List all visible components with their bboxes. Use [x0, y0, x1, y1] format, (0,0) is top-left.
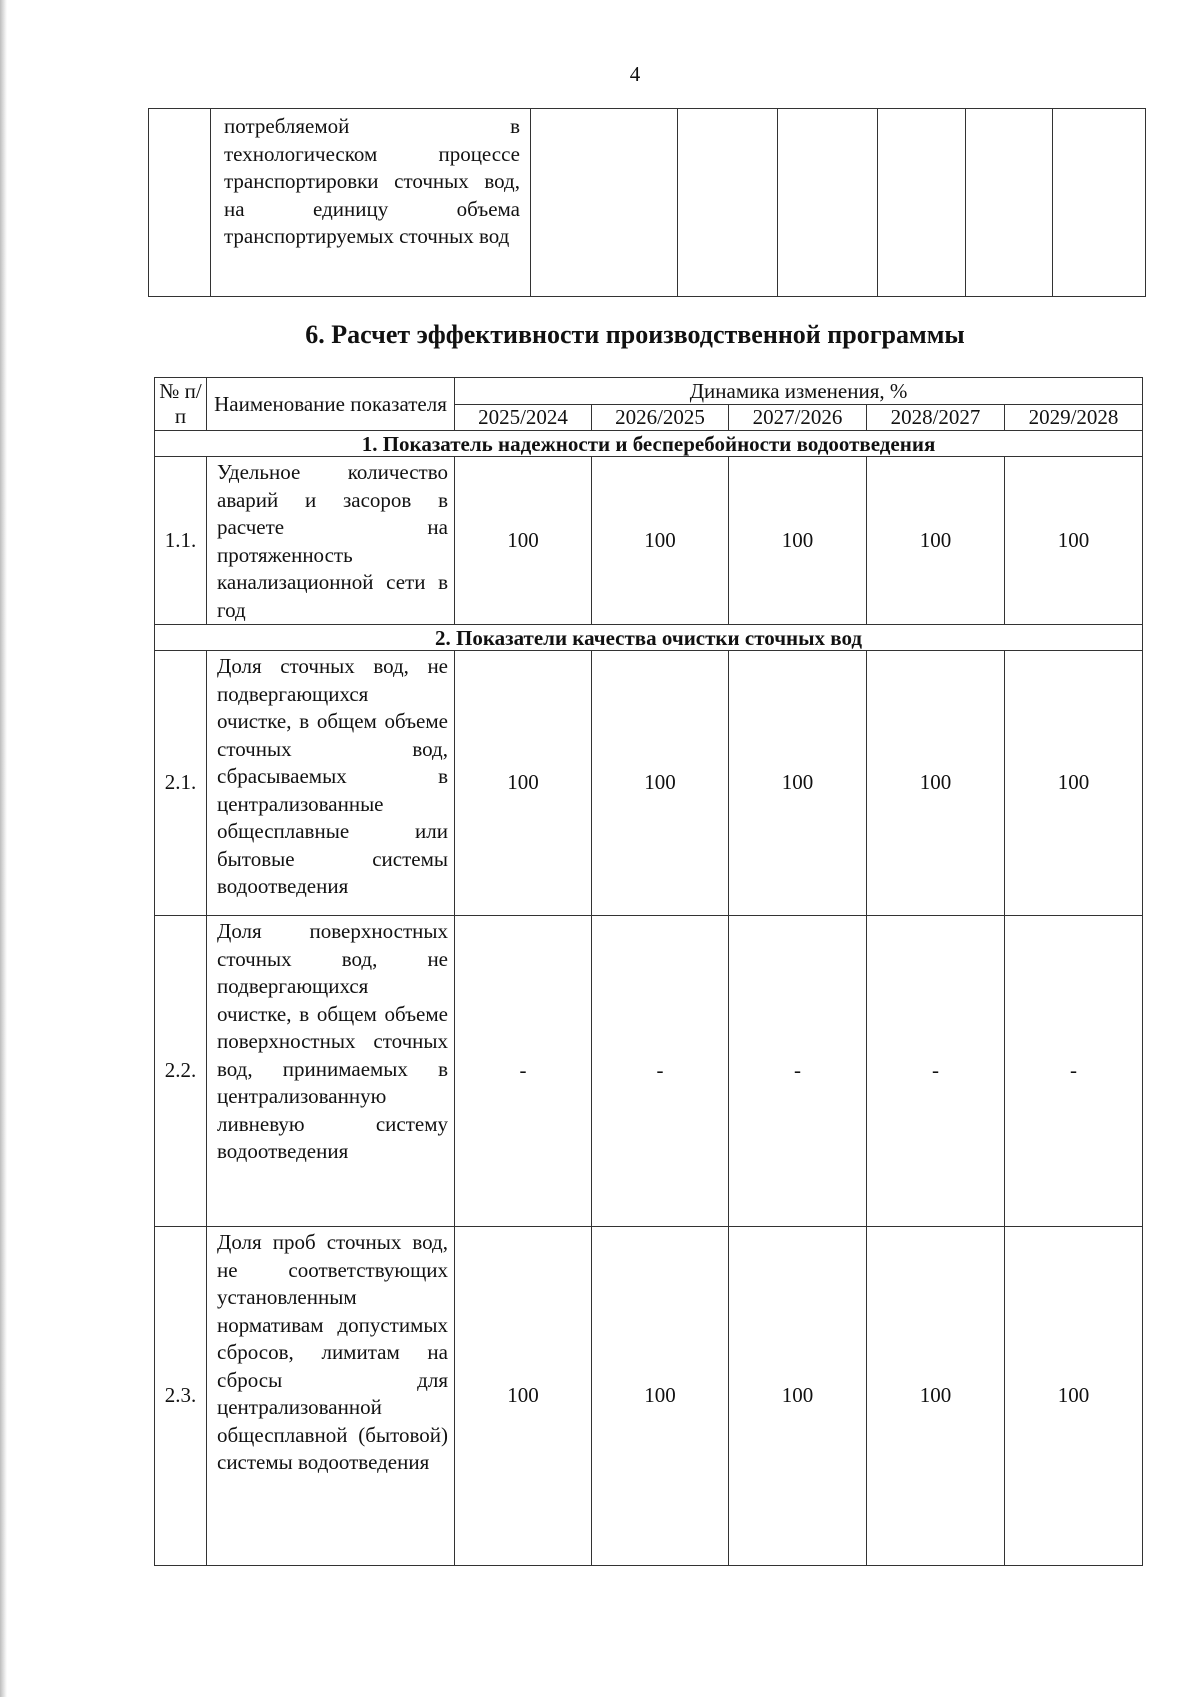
table-row: [155, 651, 1143, 916]
row-number: 1.1.: [155, 457, 207, 625]
value-cell: 100: [1005, 457, 1143, 625]
table-cell: [1053, 109, 1146, 297]
scan-edge-shadow: [0, 0, 7, 1697]
table-cell: [531, 109, 678, 297]
value-cell: -: [592, 916, 729, 1227]
header-year: 2025/2024: [455, 405, 592, 431]
value-cell: 100: [592, 1227, 729, 1566]
section-heading: 1. Показатель надежности и бесперебойности водоотведения: [155, 431, 1143, 457]
page-number: 4: [629, 62, 641, 86]
header-year: 2027/2026: [729, 405, 867, 431]
header-num: № п/п: [155, 378, 207, 431]
table-cell: [678, 109, 778, 297]
table-cell: [149, 109, 211, 297]
value-cell: 100: [729, 457, 867, 625]
table-cell: [966, 109, 1053, 297]
value-cell: -: [1005, 916, 1143, 1227]
table-row: [155, 457, 1143, 625]
table-cell: [778, 109, 878, 297]
value-cell: -: [867, 916, 1005, 1227]
section-row: [155, 431, 1143, 457]
continued-table-fragment: [148, 108, 1146, 297]
header-year: 2028/2027: [867, 405, 1005, 431]
header-name: Наименование показателя: [207, 378, 455, 431]
table-row: [149, 109, 1146, 297]
value-cell: 100: [867, 457, 1005, 625]
row-number: 2.2.: [155, 916, 207, 1227]
value-cell: 100: [867, 651, 1005, 916]
value-cell: 100: [455, 651, 592, 916]
efficiency-table: [154, 377, 1143, 1566]
header-year: 2029/2028: [1005, 405, 1143, 431]
indicator-name: Доля сточных вод, не подвергающихся очистке, в общем объеме сточных вод, сбрасываемых в централизованные общесплавные или бытовые системы водоотведения: [207, 651, 455, 916]
table-row: [155, 1227, 1143, 1566]
section-heading: 2. Показатели качества очистки сточных вод: [155, 625, 1143, 651]
row-number: 2.1.: [155, 651, 207, 916]
section-row: [155, 625, 1143, 651]
section-title: 6. Расчет эффективности производственной программы: [305, 320, 965, 349]
value-cell: -: [455, 916, 592, 1227]
value-cell: 100: [455, 1227, 592, 1566]
value-cell: 100: [455, 457, 592, 625]
value-cell: 100: [729, 651, 867, 916]
value-cell: 100: [729, 1227, 867, 1566]
header-year: 2026/2025: [592, 405, 729, 431]
header-dynamics: Динамика изменения, %: [455, 378, 1143, 405]
table-cell: [878, 109, 966, 297]
table-row: [155, 916, 1143, 1227]
value-cell: -: [729, 916, 867, 1227]
value-cell: 100: [592, 457, 729, 625]
value-cell: 100: [867, 1227, 1005, 1566]
indicator-name-fragment: потребляемой в технологическом процессе транспортировки сточных вод, на единицу объема транспортируемых сточных вод: [211, 109, 531, 297]
value-cell: 100: [1005, 1227, 1143, 1566]
indicator-name: Доля проб сточных вод, не соответствующих установленным нормативам допустимых сбросов, лимитам на сбросы для централизованной общесплавной (бытовой) системы водоотведения: [207, 1227, 455, 1566]
indicator-name: Доля поверхностных сточных вод, не подвергающихся очистке, в общем объеме поверхностных сточных вод, принимаемых в централизованную ливневую систему водоотведения: [207, 916, 455, 1227]
indicator-name: Удельное количество аварий и засоров в расчете на протяженность канализационной сети в год: [207, 457, 455, 625]
value-cell: 100: [1005, 651, 1143, 916]
header-row: [155, 378, 1143, 405]
value-cell: 100: [592, 651, 729, 916]
row-number: 2.3.: [155, 1227, 207, 1566]
